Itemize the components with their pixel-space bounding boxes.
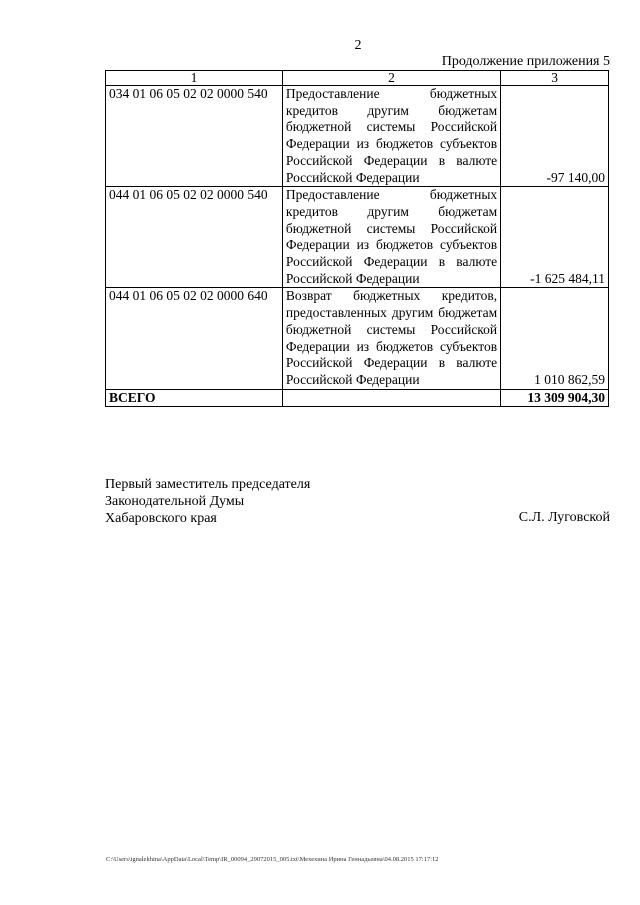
- amount-cell: -1 625 484,11: [501, 187, 609, 288]
- signatory-title: [105, 476, 310, 527]
- signatory-title-line-2: Законодательной Думы: [105, 494, 245, 509]
- signatory-title-line-1: Первый заместитель председателя: [105, 477, 311, 492]
- total-row: [106, 389, 609, 407]
- signatory-title-line-3: Хабаровского края: [105, 511, 217, 526]
- total-amount: 13 309 904,30: [501, 389, 609, 407]
- column-header-1: 1: [106, 71, 283, 86]
- signatory-name: С.Л. Луговской: [518, 510, 610, 525]
- amount-cell: -97 140,00: [501, 86, 609, 187]
- table-row: [106, 86, 609, 187]
- description-cell: Предоставление бюджетных кредитов другим бюджетам бюджетной системы Российской Федерации из бюджетов субъектов Российской Федерации в валюте Российской Федерации: [282, 86, 500, 187]
- page-number: 2: [354, 38, 362, 53]
- budget-sources-table: [105, 70, 609, 407]
- table-row: [106, 187, 609, 288]
- budget-code-cell: 044 01 06 05 02 02 0000 540: [106, 187, 283, 288]
- appendix-continuation-label: Продолжение приложения 5: [441, 54, 610, 69]
- file-path-footer: C:\Users\ignalekhina\AppData\Local\Temp\IR_00094_29072015_005.txt\Мехехина Ирина Геннадьевна\04.08.2015 17:17:12: [106, 856, 439, 863]
- description-cell: Предоставление бюджетных кредитов другим бюджетам бюджетной системы Российской Федерации из бюджетов субъектов Российской Федерации в валюте Российской Федерации: [282, 187, 500, 288]
- amount-cell: 1 010 862,59: [501, 288, 609, 389]
- column-header-2: 2: [282, 71, 500, 86]
- total-label: ВСЕГО: [106, 389, 283, 407]
- budget-code-cell: 034 01 06 05 02 02 0000 540: [106, 86, 283, 187]
- table-header-row: [106, 71, 609, 86]
- table-row: [106, 288, 609, 389]
- total-empty-cell: [282, 389, 500, 407]
- budget-code-cell: 044 01 06 05 02 02 0000 640: [106, 288, 283, 389]
- column-header-3: 3: [501, 71, 609, 86]
- description-cell: Возврат бюджетных кредитов, предоставленных другим бюджетам бюджетной системы Российской Федерации из бюджетов субъектов Российской Федерации в валюте Российской Федерации: [282, 288, 500, 389]
